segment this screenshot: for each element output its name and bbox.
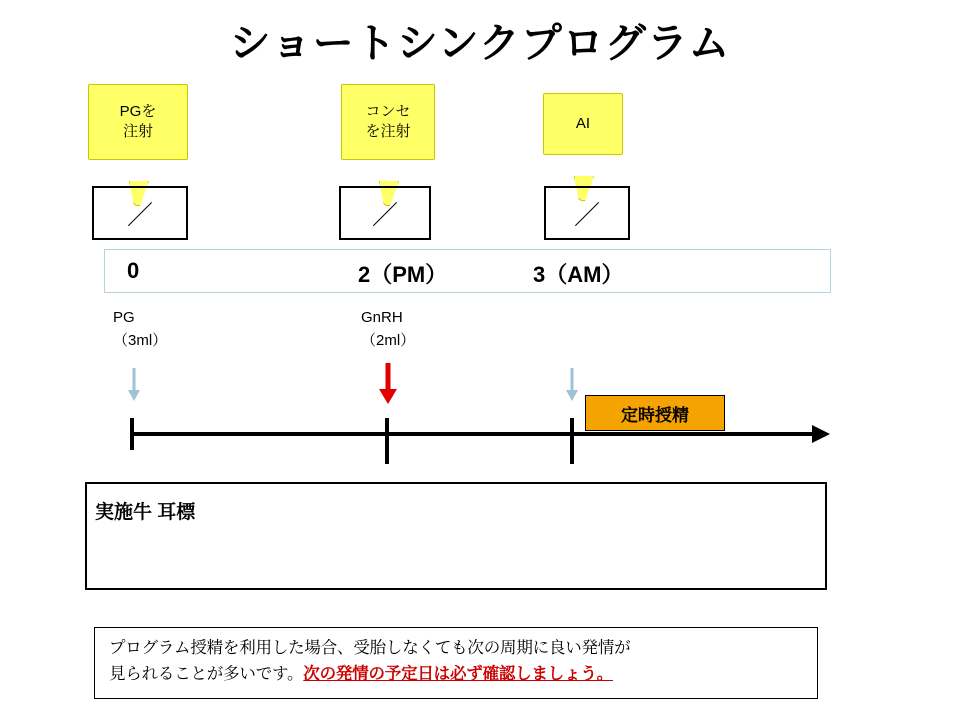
timeline-axis [130,432,820,436]
callout-conse-line1: コンセ [365,102,411,120]
date-box-1[interactable] [92,186,188,240]
day-scale-bar [104,249,831,293]
drug-label-pg [113,307,167,352]
timeline-tick-day0 [130,418,134,450]
callout-conse-line2: を注射 [365,123,411,140]
day-label-0: 0 [127,258,140,283]
drug-pg-dose: （3ml） [113,331,168,349]
drug-pg-name: PG [113,309,135,326]
note-box [94,627,818,699]
date-box-2[interactable] [339,186,431,240]
note-line-2 [109,662,805,688]
callout-pg-injection [88,84,188,160]
drug-gnrh-name: GnRH [361,309,403,326]
arrow-down-pg-icon [127,368,141,407]
drug-label-gnrh [361,307,415,352]
note-line-2-emphasis: 次の発情の予定日は必ず確認しましょう。 [303,664,613,683]
status-badge-timed-ai [585,395,725,431]
callout-conse-injection [341,84,435,160]
note-line-1: プログラム授精を利用した場合、受胎しなくても次の周期に良い発情が [109,639,631,657]
callout-ai-label: AI [575,114,591,132]
date-box-2-value: ／ [371,199,398,230]
ear-tag-label: 実施牛 耳標 [95,502,196,523]
arrow-down-gnrh-icon [379,363,393,410]
page-title: ショートシンクプログラム [229,20,731,66]
date-box-3-value: ／ [573,199,600,230]
day-label-2-pm: 2（PM） [358,262,448,287]
arrow-down-ai-icon [565,368,579,407]
timeline-tick-day3 [570,418,574,464]
timed-ai-label: 定時授精 [621,405,689,425]
timeline-tick-day2 [385,418,389,464]
note-line-2-plain: 見られることが多いです。 [109,664,304,683]
ear-tag-input-box[interactable] [85,482,827,590]
callout-pg-line1: PGを [119,102,157,120]
drug-gnrh-dose: （2ml） [361,331,416,349]
date-box-1-value: ／ [126,199,153,230]
timeline-arrowhead-icon [812,425,830,443]
callout-ai [543,93,623,155]
callout-pg-line2: 注射 [122,123,153,140]
day-label-3-am: 3（AM） [533,262,624,287]
date-box-3[interactable] [544,186,630,240]
